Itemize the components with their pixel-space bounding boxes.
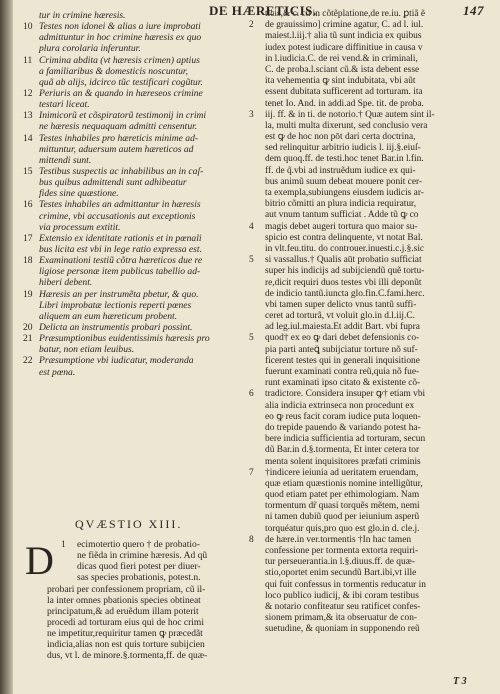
text-line	[31, 596, 255, 607]
margin-number: 13	[23, 110, 33, 122]
line-text: Testes inhabiles pro hæreticis minime ad-	[39, 132, 199, 144]
line-text: si vassallus.† Qualis aūt probatio sufficiat	[265, 255, 422, 266]
text-line	[249, 546, 487, 557]
text-line	[249, 65, 487, 76]
text-line	[249, 479, 487, 490]
line-text: bus licita est vbi in lege ratio expressa est.	[39, 243, 202, 255]
text-line	[249, 345, 487, 356]
line-text: eo ꝙ reus facit coram iudice puta loquen-	[265, 411, 421, 422]
text-line	[249, 512, 487, 523]
drop-capital: D	[25, 538, 54, 583]
text-line	[249, 266, 487, 277]
text-line	[249, 613, 487, 624]
line-text: pia parti anteꝗ̃ subijciatur torture nõ suf-	[265, 344, 418, 355]
page-number: 147	[463, 3, 484, 18]
text-line	[249, 9, 487, 20]
text-line	[249, 401, 487, 412]
text-line	[249, 233, 487, 244]
text-line	[23, 133, 251, 144]
line-text: ta exempla,subiungens eiusdem iudicis ar-	[265, 188, 424, 198]
line-text: bere indicia sufficientia ad torturam, secun	[265, 434, 426, 445]
line-text: crimine, vbi accusationis aut exceptionis	[39, 210, 196, 222]
text-line	[249, 154, 487, 165]
line-text: sionem primam,& ita obseruatur de con-	[265, 613, 418, 624]
line-text: Testes inhabiles an admittantur in hæresis	[39, 199, 201, 211]
text-line	[23, 99, 251, 110]
text-line	[23, 222, 251, 233]
margin-number: 5	[249, 255, 254, 266]
line-text: tur in crimine hæresis.	[39, 10, 126, 21]
margin-number: 1	[61, 540, 66, 550]
line-text: Hæresis an per instrumẽta pbetur, & quo.	[39, 288, 199, 300]
line-text: la, multi multa dixerunt, sed conclusio vera	[265, 120, 428, 131]
text-line	[23, 355, 251, 366]
text-line	[249, 412, 487, 423]
margin-number: 16	[23, 199, 33, 211]
line-text: ceret ad torturã, vt voluit glo.in d.l.iij.C.	[265, 311, 415, 322]
line-text: Præsumptionibus euidentissimis hæresis pro	[39, 333, 210, 345]
text-line	[249, 501, 487, 512]
text-line	[249, 423, 487, 434]
margin-number: 21	[23, 333, 33, 345]
text-line	[249, 110, 487, 121]
signature-mark: T 3	[453, 676, 467, 687]
text-line	[249, 199, 487, 210]
line-text: a familiaribus & domesticis noscuntur,	[39, 65, 188, 77]
commentary-column	[249, 9, 487, 636]
text-line	[23, 55, 251, 66]
margin-number: 2	[249, 20, 254, 31]
line-text: ne hæresis nequaquam admitti censentur.	[39, 121, 198, 133]
line-text: Inimicorũ et cõspiratorũ testimonij in crimi	[39, 110, 207, 122]
line-text: de indicio tantũ.iuncta glo.fin.C.fami.herc.	[265, 288, 425, 299]
running-title: DE HÆRETICIS.	[209, 3, 317, 18]
text-line	[249, 188, 487, 199]
line-text: ff. de q̃.vbi ad instruẽdum iudice ex qui-	[265, 165, 416, 176]
line-text: principatum,& ad eruẽdum illam poterit	[47, 606, 199, 617]
text-line	[249, 255, 487, 266]
margin-number: 17	[23, 232, 33, 244]
line-text: stio,oportet enim secundũ Bart.ibi,vt ille	[265, 568, 417, 579]
margin-number: 12	[23, 87, 33, 99]
line-text: quod† ex eo ꝙ dari debet defensionis co-	[265, 333, 420, 344]
text-line	[23, 43, 251, 54]
text-line	[23, 88, 251, 99]
line-text: in vlt.feu.titu. do controuer.inuesti.c.j.§.sic	[265, 243, 425, 254]
margin-number: 22	[23, 355, 33, 367]
line-text: aliquem an eum hæreticum probent.	[39, 310, 178, 322]
line-text: fides sine quæstione.	[39, 188, 119, 200]
text-line	[249, 54, 487, 65]
summary-column	[23, 10, 251, 378]
text-line	[249, 367, 487, 378]
text-line	[249, 580, 487, 591]
text-line	[249, 210, 487, 221]
text-line	[23, 188, 251, 199]
line-text: mittuntur, aduersum autem hæreticos ad	[39, 143, 194, 155]
line-text: loco publico iudicij, & ibi coram testibus	[265, 590, 419, 601]
line-text: dus, vt l. de minore.§.tormenta,ff. de quæ-	[47, 651, 208, 662]
line-text: super his indicijs ad subijciendũ quẽ tortu-	[265, 266, 425, 277]
line-text: iij. ff. & in ti. de notorio.† Quæ autem sint il-	[265, 109, 435, 120]
line-text: menta solent inquisitores præfati criminis	[265, 456, 421, 467]
margin-number: 5	[249, 333, 254, 344]
text-line	[249, 222, 487, 233]
line-text: ficerent testes qui in generali inquisitione	[265, 355, 420, 366]
line-text: maiest.l.iij.† alia tũ sunt indicia ex quibus	[265, 31, 422, 42]
text-line	[23, 32, 251, 43]
line-text: bitrio cõmitti an plura indicia requiratur,	[265, 199, 417, 210]
line-text: ligiose personæ item publicus tabellio ad-	[39, 266, 201, 278]
line-text: ne impetitur,requiritur tamen ꝙ præcedãt	[47, 629, 203, 640]
text-line	[249, 524, 487, 535]
line-text: Præsumptione vbi iudicatur, moderanda	[39, 355, 194, 367]
text-line	[23, 344, 251, 355]
line-text: spicio est contra delinquente, vt notat Bal.	[265, 232, 423, 243]
line-text: vbi tamen super delicto vnus tantũ suffi-	[265, 299, 417, 310]
line-text: Crimina abdita (vt hæresis crimen) aptius	[39, 54, 200, 66]
book-gutter-shadow	[0, 0, 13, 694]
text-line	[249, 535, 487, 546]
text-line	[249, 300, 487, 311]
text-line	[23, 144, 251, 155]
text-line	[249, 20, 487, 31]
line-text: ita vehementia ꝙ sint indubitata, vbi aũt	[265, 76, 416, 87]
line-text: ne fiẽda in crimine hæresis. Ad qũ	[77, 551, 208, 562]
line-text: hiberi debent.	[39, 277, 93, 289]
text-line	[249, 468, 487, 479]
line-text: quod etiam patet per ethimologiam. Nam	[265, 490, 420, 501]
line-text: quã ab alijs, idcirco tũc testificari cogũtur.	[39, 76, 203, 88]
text-line	[249, 132, 487, 143]
line-text: torquéatur quis,pro quo est glo.in d. cle.j.	[265, 523, 420, 534]
line-text: probari per confessionem propriam, cũ il-	[47, 584, 206, 595]
line-text: bus animũ suum debeat mouere ponit cer-	[265, 176, 423, 187]
line-text: dũ Bar.in d.§.tormenta, Et inter cetera tor	[265, 445, 420, 456]
line-text: Delicta an instrumentis probari possint.	[39, 321, 193, 333]
book-page	[13, 0, 500, 694]
line-text: essent dubitata sufficerent ad torturam. ita	[265, 87, 423, 98]
margin-number: 10	[23, 21, 33, 33]
margin-number: 7	[249, 467, 254, 478]
text-line	[249, 244, 487, 255]
margin-number: 15	[23, 165, 33, 177]
text-line	[23, 233, 251, 244]
line-text: ecimotertio quero † de probatio-	[77, 540, 200, 550]
line-text: ni tamen dubiũ quod per ieiunium asperũ	[265, 512, 420, 523]
text-line	[23, 199, 251, 210]
margin-number: 11	[23, 54, 33, 66]
line-text: magis debet augeri tortura quo maior su-	[265, 221, 418, 232]
line-text: Testes non idonei & alias a iure improbati	[39, 21, 201, 33]
text-line	[31, 562, 255, 573]
text-line	[23, 244, 251, 255]
line-text: runt examinati ipso citato & existente cõ-	[265, 378, 421, 389]
line-text: de grauissimo] crimine agatur, C. ad l. iul.	[265, 20, 424, 31]
line-text: dicas quod fieri potest per diuer-	[77, 562, 201, 573]
text-line	[249, 568, 487, 579]
line-text: do trepide pauendo & variando potest ha-	[265, 422, 421, 433]
question-body	[31, 540, 255, 663]
text-line	[31, 540, 255, 551]
line-text: tradictore. Considera insuper ꝙ† etiam vbi	[265, 389, 426, 400]
line-text: admittuntur in hoc crimine hæresis ex quo	[39, 32, 202, 44]
question-title: QVÆSTIO XIII.	[75, 517, 183, 531]
line-text: C. de proba.l.sciant cũ.& ista debent esse	[265, 64, 420, 75]
text-line	[249, 99, 487, 110]
margin-number: 19	[23, 288, 33, 300]
line-text: quæ etiam quæstionis nomine intelligũtur,	[265, 478, 423, 489]
line-text: procedi ad torturam eius qui de hoc crimi	[47, 617, 204, 628]
text-line	[249, 557, 487, 568]
text-line	[23, 333, 251, 344]
line-text: in l.iudicia.C. de rei vend.& in criminali,	[265, 53, 418, 64]
text-line	[23, 155, 251, 166]
line-text: & notario confiteatur seu ratificet confes-	[265, 601, 421, 612]
line-text: suetudine, & quoniam in supponendo reũ	[265, 624, 420, 635]
margin-number: 6	[249, 389, 254, 400]
line-text: est pœna.	[39, 366, 76, 378]
text-line	[23, 277, 251, 288]
line-text: Testibus suspectis ac inhabilibus an in caſ-	[39, 165, 204, 177]
margin-number: 14	[23, 132, 33, 144]
margin-number: 8	[249, 534, 254, 545]
text-line	[249, 602, 487, 613]
text-line	[31, 551, 255, 562]
line-text: re,dicit requiri duos testes vbi illi deponũt	[265, 277, 422, 288]
text-line	[23, 311, 251, 322]
line-text: alia indicia extrinseca non procedunt ex	[265, 400, 415, 411]
line-text: tur perseuerantia.in l.§.diuus.ff. de quæ-	[265, 557, 416, 568]
text-line	[249, 76, 487, 87]
text-line	[249, 143, 487, 154]
text-line	[23, 110, 251, 121]
line-text: iudex potest iudicare diffinitiue in causa v	[265, 42, 423, 53]
text-line	[249, 378, 487, 389]
text-line	[31, 573, 255, 584]
text-line	[23, 211, 251, 222]
line-text: indicia,alias non est quis torture subijcien	[47, 640, 205, 651]
line-text: Libri improbatæ lectionis reperti pœnes	[39, 299, 192, 311]
line-text: plura corolaria inferuntur.	[39, 43, 141, 55]
text-line	[249, 356, 487, 367]
line-text: Extensio ex identitate rationis et in pœnali	[39, 232, 202, 244]
text-line	[23, 121, 251, 132]
margin-number: 20	[23, 321, 33, 333]
text-line	[23, 367, 251, 378]
line-text: la inter omnes pbationis species obtineat	[47, 595, 201, 606]
line-text: aut vnum tantum sufficiat . Adde tũ ꝙ co	[265, 210, 419, 221]
line-text: qui fuit confessus in tormentis reducatur in	[265, 579, 426, 590]
line-text: tenet Io. And. in addi.ad Spe. tit. de proba.	[265, 98, 424, 109]
text-line	[23, 10, 251, 21]
text-line	[249, 121, 487, 132]
text-line	[23, 177, 251, 188]
text-line	[23, 255, 251, 266]
margin-number: 4	[249, 221, 254, 232]
line-text: †indicere ieiunia ad ueritatem eruendam,	[265, 467, 419, 478]
text-line	[249, 177, 487, 188]
text-line	[249, 591, 487, 602]
text-line	[249, 87, 487, 98]
line-text: testari liceat.	[39, 99, 90, 111]
line-text: est ꝙ de hoc non pōt dari certa doctrina,	[265, 132, 416, 143]
text-line	[249, 434, 487, 445]
line-text: de hære.in ver.tormentis †In hac tamen	[265, 534, 412, 545]
margin-number: 3	[249, 109, 254, 120]
line-text: bus quibus admittendi sunt adhibeatur	[39, 177, 187, 189]
text-line	[31, 618, 255, 629]
text-line	[23, 266, 251, 277]
text-line	[31, 629, 255, 640]
line-text: fuerunt examinati contra reũ,quia nõ fue-	[265, 367, 420, 377]
line-text: batur, non etiam leuibus.	[39, 344, 135, 356]
line-text: mittendi sunt.	[39, 154, 92, 166]
text-line	[249, 311, 487, 322]
text-line	[23, 77, 251, 88]
text-line	[249, 289, 487, 300]
text-line	[23, 300, 251, 311]
line-text: via processum extitit.	[39, 221, 121, 233]
text-line	[31, 607, 255, 618]
line-text: Periuris an & quando in hæreseos crimine	[39, 87, 203, 99]
text-line	[23, 66, 251, 77]
line-text: sed relinquitur arbitrio iudicis l. iij.§.eiuſ-	[265, 143, 421, 154]
text-line	[23, 289, 251, 300]
text-line	[249, 166, 487, 177]
text-line	[31, 640, 255, 651]
text-line	[249, 445, 487, 456]
text-line	[249, 333, 487, 344]
line-text: ad leg.iul.maiesta.Et addit Bart. vbi fupra	[265, 322, 420, 333]
text-line	[23, 166, 251, 177]
text-line	[23, 21, 251, 32]
text-line	[31, 651, 255, 662]
text-line	[249, 457, 487, 468]
line-text: confessione per tormenta extorta requiri-	[265, 546, 419, 556]
text-line	[31, 585, 255, 596]
text-line	[249, 322, 487, 333]
text-line	[249, 624, 487, 635]
line-text: ticis,& c. cũ in cõtẽplatione,de re.iu. ꝑtiã ẽ	[265, 9, 426, 19]
text-line	[249, 389, 487, 400]
line-text: dem quoq.ff. de testi.hoc tenet Bar.in l.fin.	[265, 154, 424, 165]
text-line	[249, 278, 487, 289]
text-line	[249, 43, 487, 54]
line-text: Examinationi testiũ cõtra hæreticos due re	[39, 255, 203, 267]
line-text: sas species probationis, potest.n.	[77, 573, 201, 584]
line-text: tormentum dr̃ quasi torquẽs mẽtem, nemi	[265, 501, 420, 512]
margin-number: 18	[23, 255, 33, 267]
text-line	[249, 490, 487, 501]
text-line	[249, 31, 487, 42]
text-line	[23, 322, 251, 333]
